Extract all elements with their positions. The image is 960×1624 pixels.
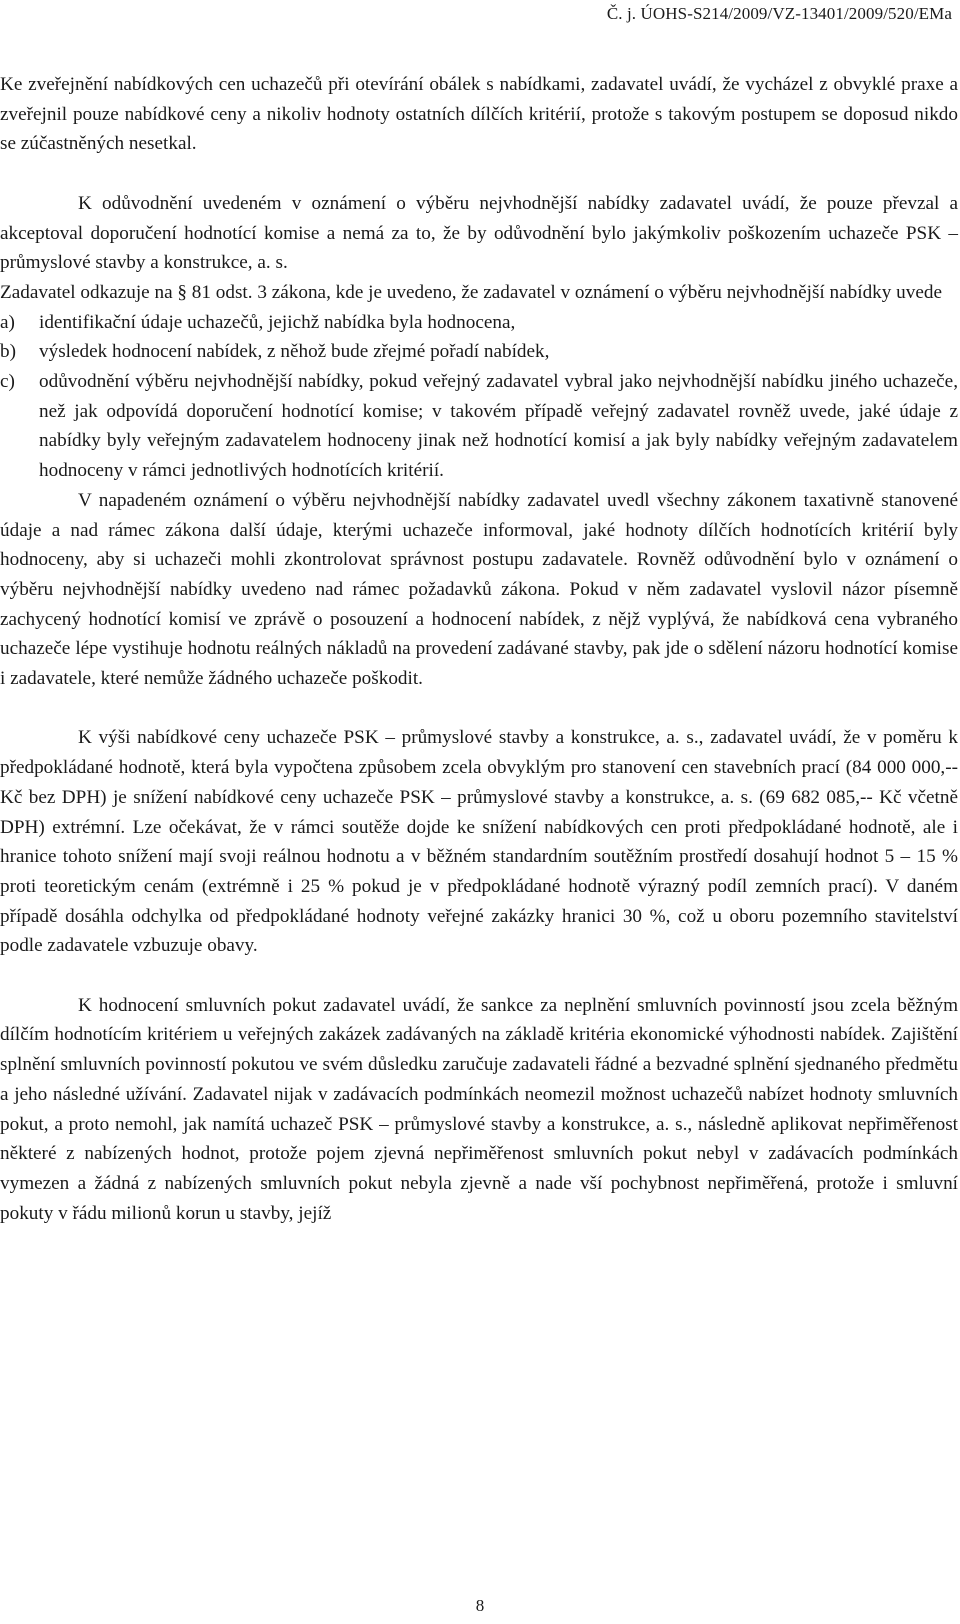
- paragraph-justification: K odůvodnění uvedeném v oznámení o výběru nejvhodnější nabídky zadavatel uvádí, že pouze převzal a akceptoval doporučení hodnotící komise a nemá za to, že by odůvodnění bylo jakýmkoliv poškozením uchazeče PSK – průmyslové stavby a konstrukce, a. s.: [0, 192, 958, 274]
- requirements-list: [0, 308, 958, 486]
- list-item-text: identifikační údaje uchazečů, jejichž nabídka byla hodnocena,: [39, 311, 516, 333]
- list-item: [0, 367, 958, 486]
- list-item-label: b): [0, 341, 16, 363]
- paragraph-contested-notice: V napadeném oznámení o výběru nejvhodnější nabídky zadavatel uvedl všechny zákonem taxativně stanovené údaje a nad rámec zákona další údaje, kterými uchazeče informoval, jaké hodnoty dílčích hodnotících kritérií byly hodnoceny, aby si uchazeči mohli zkontrolovat správnost postupu zadavatele. Rovněž odůvodnění bylo v oznámení o výběru nejvhodnější nabídky uvedeno nad rámec požadavků zákona. Pokud v něm zadavatel vyslovil názor písemně zachycený hodnotící komisí ve zprávě o posouzení a hodnocení nabídek, z nějž vyplývá, že nabídková cena vybraného uchazeče lépe vystihuje hodnotu reálných nákladů na provedení zadávané stavby, pak jde o sdělení názoru hodnotící komise i zadavatele, které nemůže žádného uchazeče poškodit.: [0, 489, 958, 690]
- document-reference: Č. j. ÚOHS-S214/2009/VZ-13401/2009/520/EMa: [606, 4, 952, 23]
- list-item-text: odůvodnění výběru nejvhodnější nabídky, pokud veřejný zadavatel vybral jako nejvhodnější nabídku jiného uchazeče, než jak odpovídá doporučení hodnotící komise; v takovém případě veřejný zadavatel rovněž uvede, jaké údaje z nabídky byly veřejným zadavatelem hodnoceny jinak než hodnotící komisí a jak byly nabídky veřejným zadavatelem hodnoceny v rámci jednotlivých hodnotících kritérií.: [39, 371, 958, 482]
- paragraph-bid-prices: Ke zveřejnění nabídkových cen uchazečů při otevírání obálek s nabídkami, zadavatel uvádí, že vycházel z obvyklé praxe a zveřejnil pouze nabídkové ceny a nikoliv hodnoty ostatních dílčích kritérií, protože s takovým postupem se doposud nikdo se zúčastněných nesetkal.: [0, 74, 958, 155]
- paragraph-bid-price-amount: K výši nabídkové ceny uchazeče PSK – průmyslové stavby a konstrukce, a. s., zadavatel uvádí, že v poměru k předpokládané hodnotě, která byla vypočtena způsobem zcela obvyklým pro stanovení cen stavebních prací (84 000 000,-- Kč bez DPH) je snížení nabídkové ceny uchazeče PSK – průmyslové stavby a konstrukce, a. s. (69 682 085,-- Kč včetně DPH) extrémní. Lze očekávat, že v rámci soutěže dojde ke snížení nabídkových cen proti předpokládané hodnotě, ale i hranice tohoto snížení mají svoji reálnou hodnotu a v běžném standardním soutěžním prostředí dosahují hodnot 5 – 15 % proti teoretickým cenám (extrémně i 25 % pokud je v předpokládané hodnotě výrazný podíl zemních prací). V daném případě dosáhla odchylka od předpokládané hodnoty veřejné zakázky hranici 30 %, což u oboru pozemního stavitelství podle zadavatele vzbuzuje obavy.: [0, 727, 958, 957]
- paragraph-law-reference: Zadavatel odkazuje na § 81 odst. 3 zákona, kde je uvedeno, že zadavatel v oznámení o výběru nejvhodnější nabídky uvede: [0, 281, 942, 303]
- list-item-label: a): [0, 311, 15, 333]
- document-body: [0, 70, 958, 1258]
- list-item-text: výsledek hodnocení nabídek, z něhož bude zřejmé pořadí nabídek,: [39, 341, 550, 363]
- paragraph-contract-penalties: K hodnocení smluvních pokut zadavatel uvádí, že sankce za neplnění smluvních povinností jsou zcela běžným dílčím hodnotícím kritériem u veřejných zakázek zadávaných na základě kritéria ekonomické výhodnosti nabídek. Zajištění splnění smluvních povinností pokutou ve svém důsledku zaručuje zadavateli řádné a bezvadné splnění sjednaného předmětu a jeho následné užívání. Zadavatel nijak v zadávacích podmínkách neomezil možnost uchazečů nabízet hodnoty smluvních pokut, a proto nemohl, jak namítá uchazeč PSK – průmyslové stavby a konstrukce, a. s., následně aplikovat nepřiměřenost některé z nabízených hodnot, protože pojem zjevná nepřiměřenost smluvních pokut nebyl v zadávacích podmínkách vymezen a žádná z nabízených smluvních pokut nebyla zjevně a nade vší pochybnost nepřiměřená, protože i smluvní pokuty v řádu milionů korun u stavby, jejíž: [0, 994, 958, 1224]
- page-number: 8: [475, 1596, 485, 1615]
- list-item: [0, 337, 958, 367]
- list-item: [0, 308, 958, 338]
- list-item-label: c): [0, 371, 15, 393]
